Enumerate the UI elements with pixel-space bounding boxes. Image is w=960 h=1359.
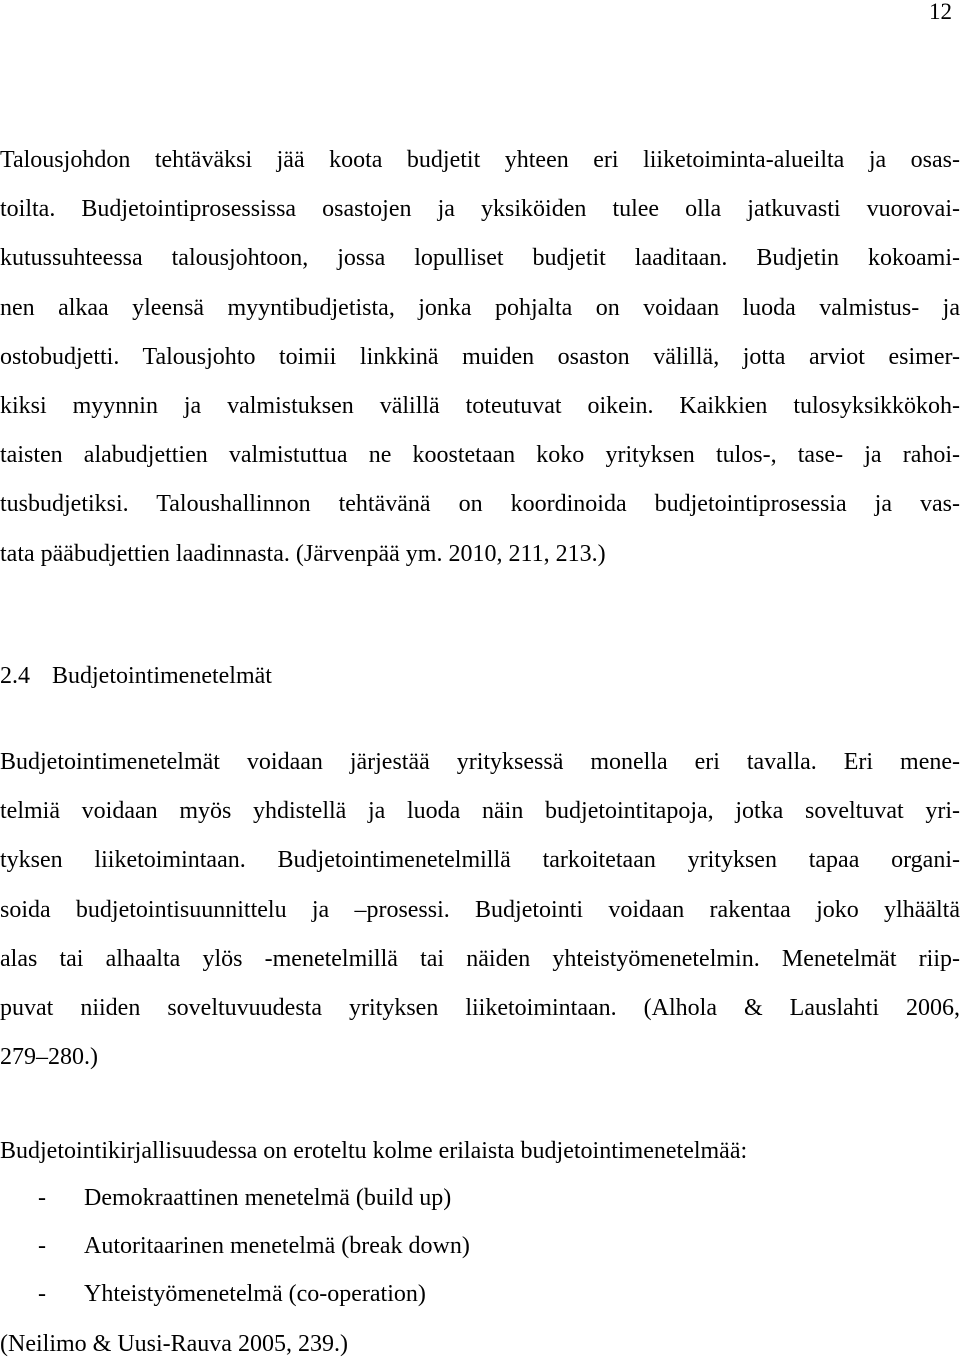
text-line: puvat niiden soveltuvuudesta yrityksen liiketoimintaan. (Alhola & Lauslahti 2006,: [0, 995, 960, 1022]
text-line: taisten alabudjettien valmistuttua ne koostetaan koko yrityksen tulos-, tase- ja rahoi-: [0, 442, 960, 469]
list-item-text: Autoritaarinen menetelmä (break down): [84, 1233, 470, 1259]
paragraph-2: [0, 738, 960, 1082]
text-line: kiksi myynnin ja valmistuksen välillä toteutuvat oikein. Kaikkien tulosyksikkökoh-: [0, 393, 960, 420]
paragraph-1: [0, 136, 960, 579]
text-line: kutussuhteessa talousjohtoon, jossa lopulliset budjetit laaditaan. Budjetin kokoami-: [0, 245, 960, 272]
text-line: tusbudjetiksi. Taloushallinnon tehtävänä on koordinoida budjetointiprosessia ja vas-: [0, 491, 960, 518]
list-marker: -: [38, 1233, 46, 1259]
list-marker: -: [38, 1281, 46, 1307]
text-line: ostobudjetti. Talousjohto toimii linkkinä muiden osaston välillä, jotta arviot esimer-: [0, 343, 960, 370]
text-line: alas tai alhaalta ylös -menetelmillä tai näiden yhteistyömenetelmin. Menetelmät riip-: [0, 945, 960, 972]
text-line: Talousjohdon tehtäväksi jää koota budjetit yhteen eri liiketoiminta-alueilta ja osas-: [0, 147, 960, 173]
section-title: Budjetointimenetelmät: [52, 663, 272, 689]
section-number: 2.4: [0, 663, 30, 689]
list-item: [0, 1222, 960, 1270]
methods-list: [0, 1174, 960, 1318]
list-item: [0, 1174, 960, 1222]
section-heading: [0, 661, 960, 691]
list-item: [0, 1270, 960, 1318]
list-item-text: Demokraattinen menetelmä (build up): [84, 1185, 452, 1211]
text-line: soida budjetointisuunnittelu ja –prosessi. Budjetointi voidaan rakentaa joko ylhäältä: [0, 896, 960, 923]
text-line: toilta. Budjetointiprosessissa osastojen ja yksiköiden tulee olla jatkuvasti vuorovai-: [0, 196, 960, 223]
text-line: telmiä voidaan myös yhdistellä ja luoda näin budjetointitapoja, jotka soveltuvat yri-: [0, 798, 960, 825]
list-reference: (Neilimo & Uusi-Rauva 2005, 239.): [0, 1331, 348, 1357]
text-line: 279–280.): [0, 1044, 98, 1071]
text-line: nen alkaa yleensä myyntibudjetista, jonka pohjalta on voidaan luoda valmistus- ja: [0, 294, 960, 321]
text-line: tyksen liiketoimintaan. Budjetointimenetelmillä tarkoitetaan yrityksen tapaa organi-: [0, 847, 960, 874]
text-line: Budjetointimenetelmät voidaan järjestää yrityksessä monella eri tavalla. Eri mene-: [0, 749, 960, 775]
text-line: tata pääbudjettien laadinnasta. (Järvenpää ym. 2010, 211, 213.): [0, 540, 606, 567]
paragraph-3-intro: Budjetointikirjallisuudessa on eroteltu kolme erilaista budjetointimenetelmää:: [0, 1138, 748, 1164]
list-item-text: Yhteistyömenetelmä (co-operation): [84, 1281, 426, 1307]
list-marker: -: [38, 1185, 46, 1211]
page-number: 12: [929, 0, 952, 24]
